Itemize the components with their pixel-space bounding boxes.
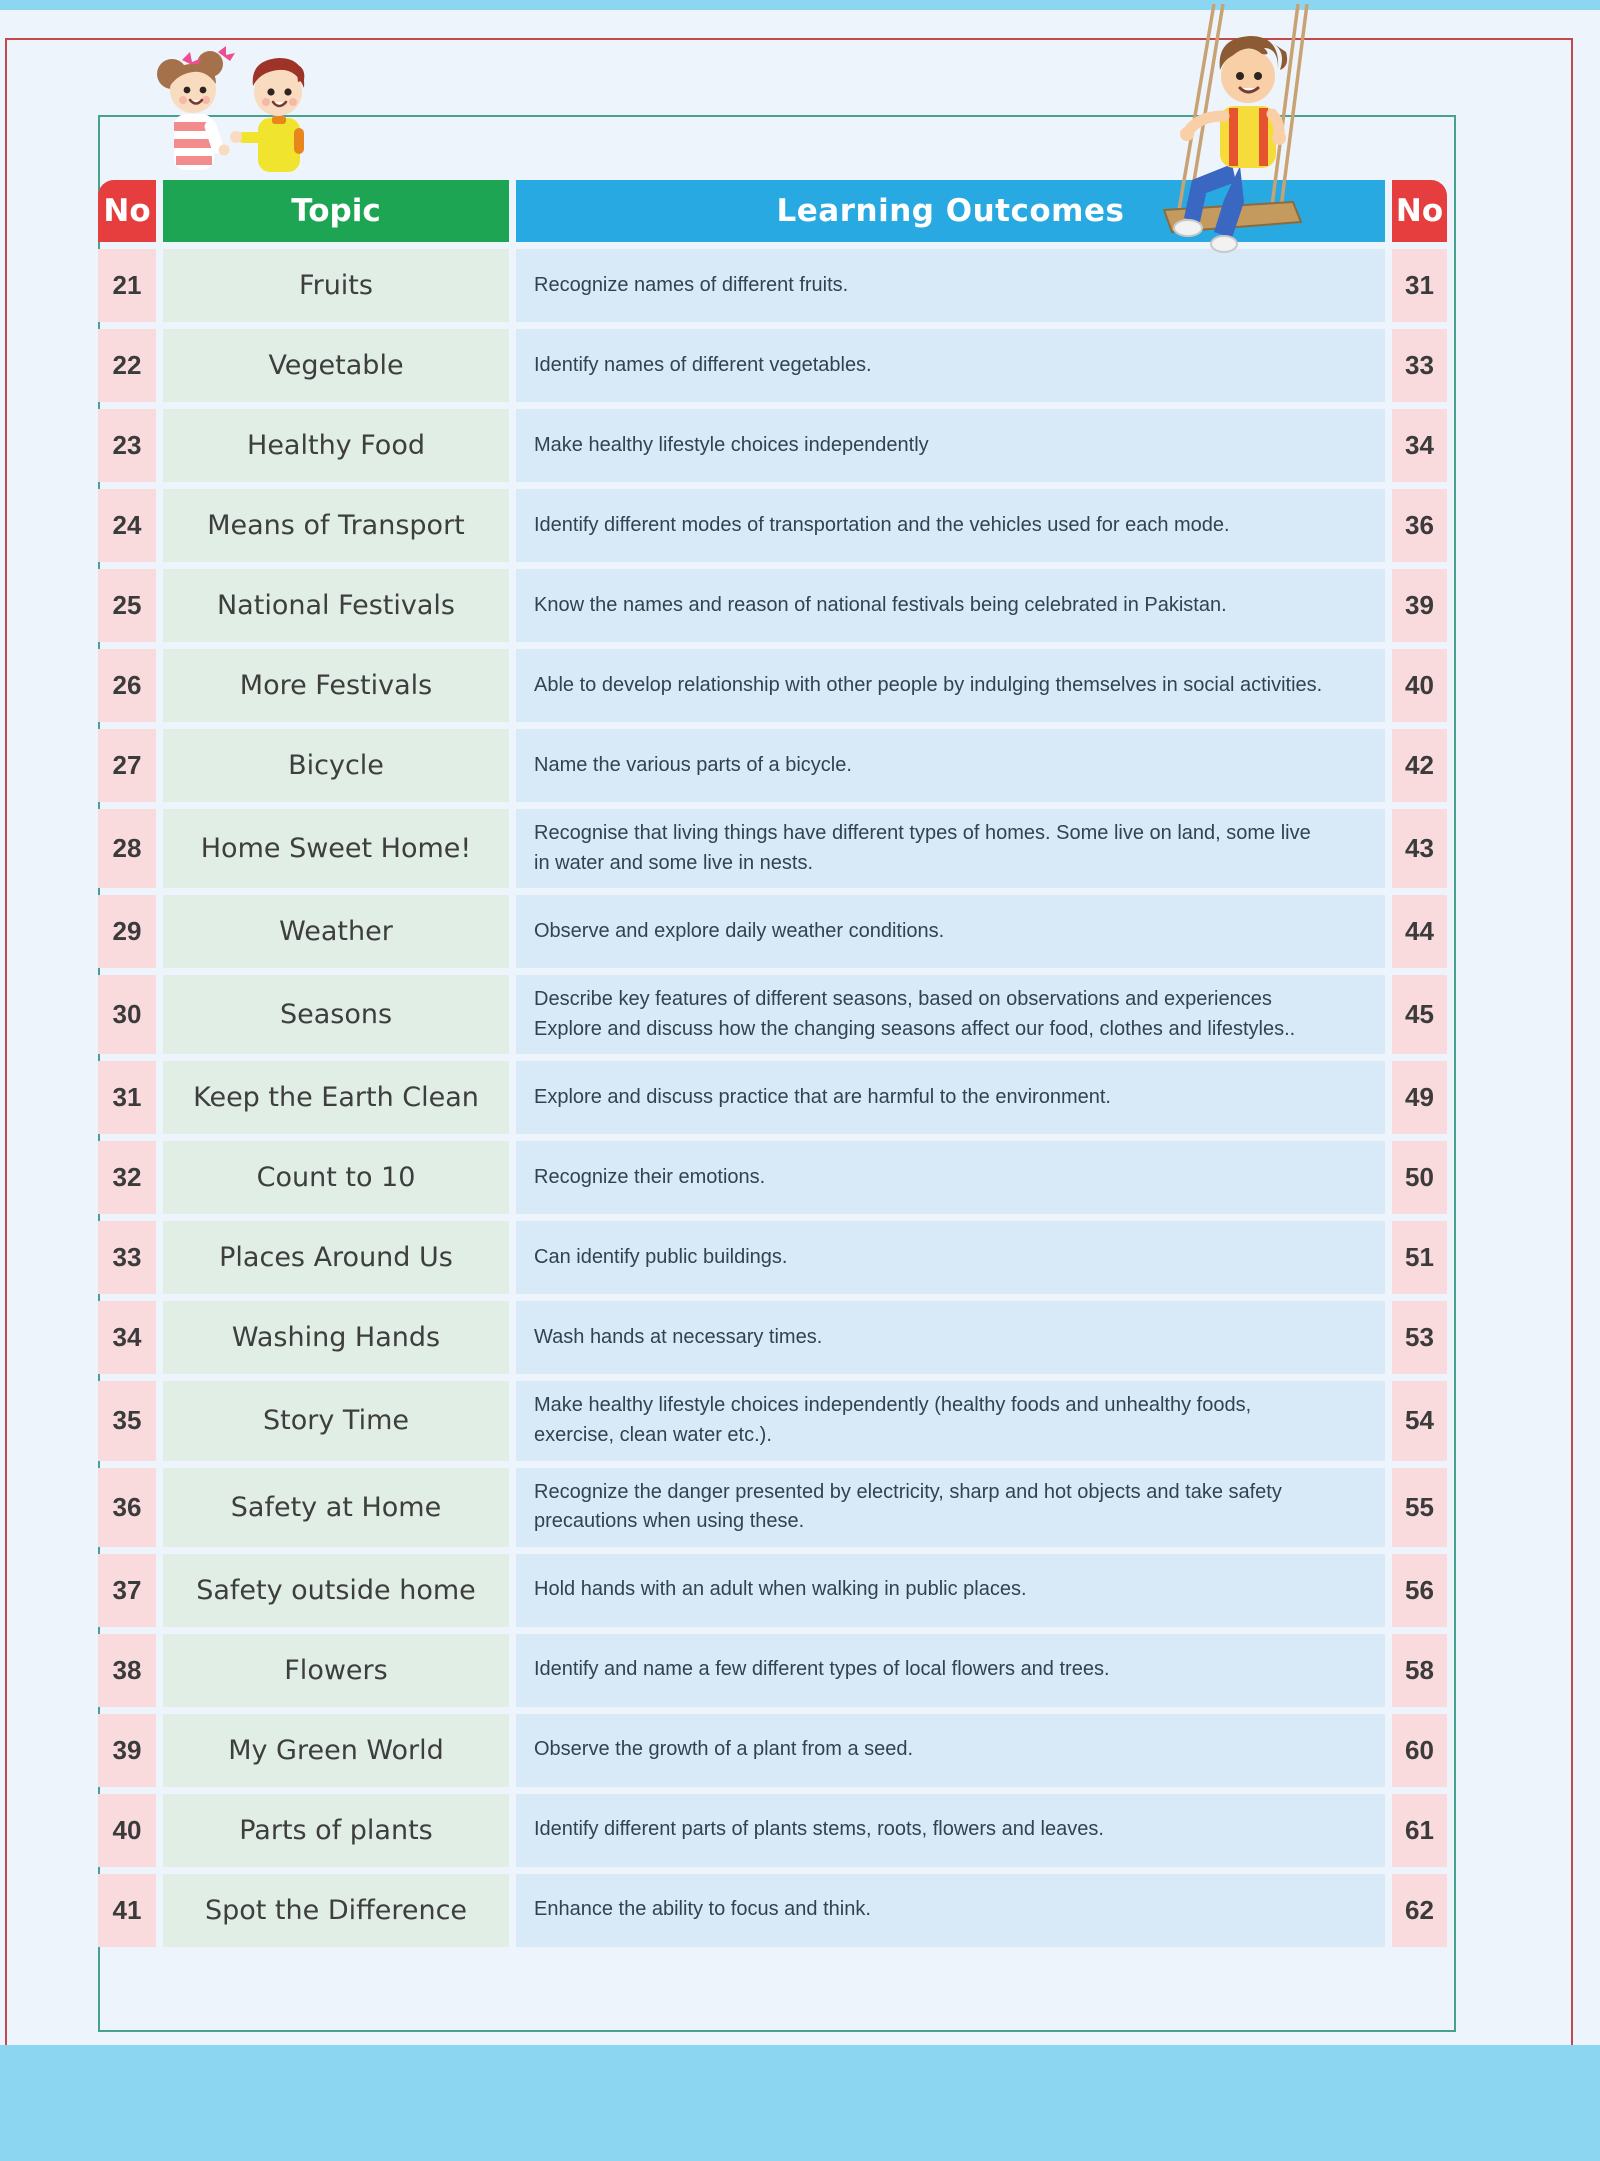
- page-number-cell: 50: [1392, 1141, 1447, 1214]
- page-number-cell: 53: [1392, 1301, 1447, 1374]
- lesson-number-cell: 28: [98, 809, 156, 888]
- topic-cell: Safety outside home: [163, 1554, 509, 1627]
- page-number-cell: 49: [1392, 1061, 1447, 1134]
- table-row: [98, 409, 1447, 482]
- table-row: [98, 1714, 1447, 1787]
- outcome-cell: Know the names and reason of national festivals being celebrated in Pakistan.: [516, 569, 1385, 642]
- page-number-cell: 56: [1392, 1554, 1447, 1627]
- table-row: [98, 1141, 1447, 1214]
- bottom-band: [0, 2045, 1600, 2161]
- table-row: [98, 489, 1447, 562]
- lesson-number-cell: 37: [98, 1554, 156, 1627]
- page-number-cell: 51: [1392, 1221, 1447, 1294]
- lesson-number-cell: 32: [98, 1141, 156, 1214]
- top-strip: [0, 0, 1600, 10]
- topic-cell: Flowers: [163, 1634, 509, 1707]
- table-row: [98, 1468, 1447, 1547]
- topic-cell: Keep the Earth Clean: [163, 1061, 509, 1134]
- page-number-cell: 34: [1392, 409, 1447, 482]
- page-number-cell: 58: [1392, 1634, 1447, 1707]
- table-row: [98, 249, 1447, 322]
- page-number-cell: 44: [1392, 895, 1447, 968]
- outcome-cell: Identify names of different vegetables.: [516, 329, 1385, 402]
- topic-cell: Story Time: [163, 1381, 509, 1460]
- outcome-cell: Describe key features of different seasons, based on observations and experiences Explore and discuss how the changing seasons affect our food, clothes and lifestyles..: [516, 975, 1385, 1054]
- outcome-cell: Name the various parts of a bicycle.: [516, 729, 1385, 802]
- boy-figure: [230, 58, 304, 172]
- header-topic: Topic: [163, 180, 509, 242]
- outcome-cell: Identify different parts of plants stems, roots, flowers and leaves.: [516, 1794, 1385, 1867]
- topic-cell: Vegetable: [163, 329, 509, 402]
- outcome-cell: Observe the growth of a plant from a seed.: [516, 1714, 1385, 1787]
- topic-cell: Washing Hands: [163, 1301, 509, 1374]
- outcome-cell: Recognize the danger presented by electricity, sharp and hot objects and take safety precautions when using these.: [516, 1468, 1385, 1547]
- topic-cell: Fruits: [163, 249, 509, 322]
- boy-on-swing-illustration: [1128, 4, 1353, 256]
- lesson-number-cell: 24: [98, 489, 156, 562]
- table-row: [98, 1381, 1447, 1460]
- outcome-cell: Observe and explore daily weather conditions.: [516, 895, 1385, 968]
- lesson-number-cell: 21: [98, 249, 156, 322]
- topic-cell: Safety at Home: [163, 1468, 509, 1547]
- outcome-cell: Hold hands with an adult when walking in public places.: [516, 1554, 1385, 1627]
- page-number-cell: 33: [1392, 329, 1447, 402]
- outcome-cell: Identify and name a few different types of local flowers and trees.: [516, 1634, 1385, 1707]
- lesson-number-cell: 29: [98, 895, 156, 968]
- lesson-number-cell: 22: [98, 329, 156, 402]
- page-number-cell: 60: [1392, 1714, 1447, 1787]
- girl-figure: [157, 46, 235, 170]
- topic-cell: Parts of plants: [163, 1794, 509, 1867]
- outcome-cell: Enhance the ability to focus and think.: [516, 1874, 1385, 1947]
- page-number-cell: 40: [1392, 649, 1447, 722]
- table-row: [98, 729, 1447, 802]
- topic-cell: My Green World: [163, 1714, 509, 1787]
- outcome-cell: Recognize names of different fruits.: [516, 249, 1385, 322]
- lesson-number-cell: 39: [98, 1714, 156, 1787]
- outcome-cell: Can identify public buildings.: [516, 1221, 1385, 1294]
- page-number-cell: 54: [1392, 1381, 1447, 1460]
- table-row: [98, 1554, 1447, 1627]
- outcome-cell: Wash hands at necessary times.: [516, 1301, 1385, 1374]
- page-number-cell: 62: [1392, 1874, 1447, 1947]
- table-row: [98, 975, 1447, 1054]
- lesson-number-cell: 36: [98, 1468, 156, 1547]
- page-number-cell: 43: [1392, 809, 1447, 888]
- topic-cell: Weather: [163, 895, 509, 968]
- two-children-talking-illustration: [146, 40, 336, 182]
- table-row: [98, 1221, 1447, 1294]
- lesson-number-cell: 41: [98, 1874, 156, 1947]
- outcome-cell: Make healthy lifestyle choices independently: [516, 409, 1385, 482]
- topic-cell: Bicycle: [163, 729, 509, 802]
- table-row: [98, 1874, 1447, 1947]
- page-number-cell: 39: [1392, 569, 1447, 642]
- table-row: [98, 569, 1447, 642]
- topic-cell: Count to 10: [163, 1141, 509, 1214]
- table-row: [98, 649, 1447, 722]
- table-row: [98, 809, 1447, 888]
- lesson-number-cell: 31: [98, 1061, 156, 1134]
- lesson-number-cell: 33: [98, 1221, 156, 1294]
- page-number-cell: 31: [1392, 249, 1447, 322]
- outcome-cell: Recognize their emotions.: [516, 1141, 1385, 1214]
- page-number-cell: 61: [1392, 1794, 1447, 1867]
- page-number-cell: 45: [1392, 975, 1447, 1054]
- topic-cell: Home Sweet Home!: [163, 809, 509, 888]
- table-body: [98, 249, 1447, 1947]
- lesson-number-cell: 25: [98, 569, 156, 642]
- outcome-cell: Identify different modes of transportation and the vehicles used for each mode.: [516, 489, 1385, 562]
- table-row: [98, 1634, 1447, 1707]
- table-row: [98, 1301, 1447, 1374]
- lesson-number-cell: 35: [98, 1381, 156, 1460]
- outcome-cell: Explore and discuss practice that are harmful to the environment.: [516, 1061, 1385, 1134]
- lesson-number-cell: 40: [98, 1794, 156, 1867]
- contents-table: [98, 180, 1447, 1947]
- page-number-cell: 36: [1392, 489, 1447, 562]
- topic-cell: Healthy Food: [163, 409, 509, 482]
- outcome-cell: Recognise that living things have different types of homes. Some live on land, some live in water and some live in nests.: [516, 809, 1385, 888]
- topic-cell: Means of Transport: [163, 489, 509, 562]
- table-row: [98, 1061, 1447, 1134]
- table-row: [98, 895, 1447, 968]
- topic-cell: Places Around Us: [163, 1221, 509, 1294]
- topic-cell: Spot the Difference: [163, 1874, 509, 1947]
- lesson-number-cell: 27: [98, 729, 156, 802]
- lesson-number-cell: 30: [98, 975, 156, 1054]
- outcome-cell: Make healthy lifestyle choices independently (healthy foods and unhealthy foods, exercise, clean water etc.).: [516, 1381, 1385, 1460]
- table-row: [98, 329, 1447, 402]
- topic-cell: Seasons: [163, 975, 509, 1054]
- page-number-cell: 42: [1392, 729, 1447, 802]
- header-no-right: No: [1392, 180, 1447, 242]
- page-number-cell: 55: [1392, 1468, 1447, 1547]
- topic-cell: More Festivals: [163, 649, 509, 722]
- lesson-number-cell: 26: [98, 649, 156, 722]
- table-row: [98, 1794, 1447, 1867]
- lesson-number-cell: 38: [98, 1634, 156, 1707]
- outcome-cell: Able to develop relationship with other people by indulging themselves in social activities.: [516, 649, 1385, 722]
- topic-cell: National Festivals: [163, 569, 509, 642]
- lesson-number-cell: 23: [98, 409, 156, 482]
- header-no-left: No: [98, 180, 156, 242]
- lesson-number-cell: 34: [98, 1301, 156, 1374]
- header-learning-outcomes: Learning Outcomes: [516, 180, 1385, 242]
